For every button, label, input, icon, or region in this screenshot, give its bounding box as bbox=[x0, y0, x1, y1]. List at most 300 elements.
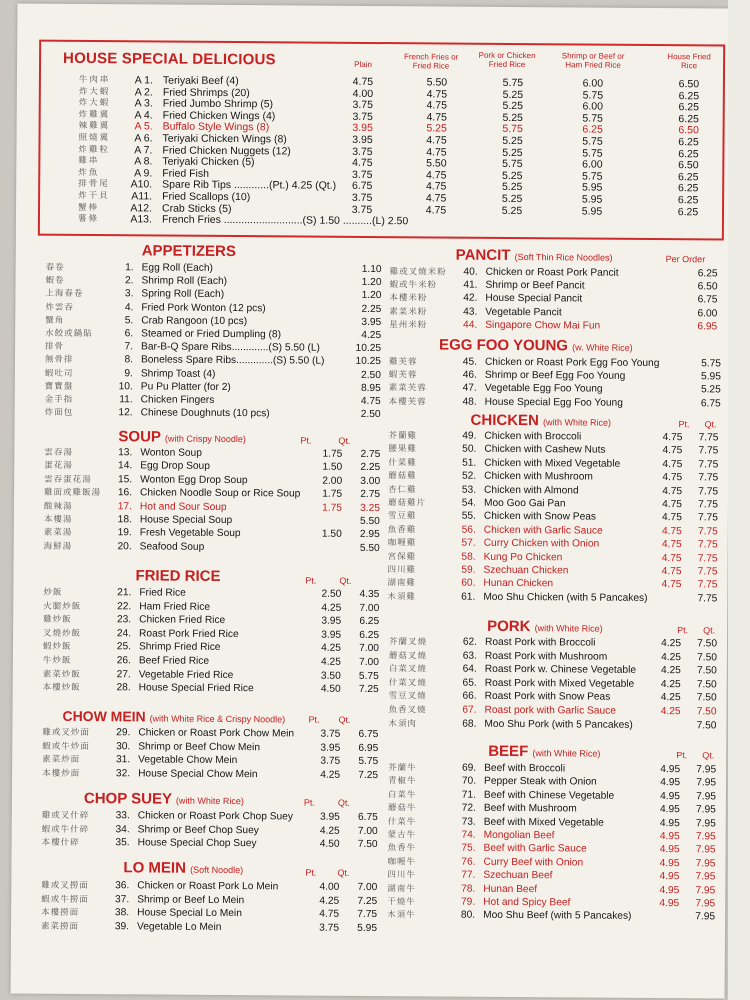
item-price: 1.20 bbox=[361, 290, 382, 302]
item-number: 37. bbox=[115, 893, 130, 905]
item-price: 6.50 bbox=[678, 78, 700, 91]
menu-item-row bbox=[389, 293, 719, 307]
item-number: 73. bbox=[461, 816, 476, 828]
chinese-name: 杏仁雞 bbox=[388, 484, 417, 495]
chinese-name: 湖南雞 bbox=[387, 578, 416, 589]
menu-item-row bbox=[388, 762, 718, 776]
item-price: 6.25 bbox=[697, 268, 718, 280]
item-price-qt: 6.75 bbox=[358, 728, 379, 741]
chinese-name: 咖喱雞 bbox=[387, 538, 417, 549]
item-name: Szechuan Beef bbox=[483, 869, 553, 882]
item-price: 5.25 bbox=[501, 204, 523, 217]
item-price: 4.75 bbox=[352, 157, 373, 170]
item-price-pt: 4.25 bbox=[660, 692, 681, 704]
pork-col-pt: Pt. bbox=[677, 625, 689, 636]
item-price-pt: 4.95 bbox=[660, 764, 681, 776]
item-name: Roast Pork with Snow Peas bbox=[484, 691, 611, 704]
menu-item-row bbox=[45, 315, 382, 329]
chinese-name: 本樓炒飯 bbox=[42, 682, 81, 694]
item-name: Bar-B-Q Spare Ribs.............(S) 5.50 (L) bbox=[141, 341, 321, 354]
item-number: 36. bbox=[115, 880, 130, 892]
item-name: Teriyaki Chicken (5) bbox=[162, 155, 255, 169]
menu-item-row bbox=[387, 578, 717, 592]
item-price: 6.50 bbox=[678, 124, 699, 137]
item-name: Chicken with Mushroom bbox=[484, 470, 593, 483]
item-price-qt: 7.95 bbox=[695, 804, 716, 816]
item-price-pt: 1.75 bbox=[322, 488, 343, 500]
egg-foo-young-title-text: EGG FOO YOUNG bbox=[439, 336, 569, 355]
item-price-qt: 7.75 bbox=[698, 459, 719, 471]
item-number: 14. bbox=[118, 460, 133, 472]
item-price: 5.25 bbox=[502, 88, 524, 101]
chop-suey-title-text: CHOP SUEY bbox=[83, 790, 172, 808]
menu-item-row bbox=[42, 727, 379, 741]
item-name: Chicken with Garlic Sauce bbox=[483, 524, 603, 537]
item-number: 60. bbox=[461, 578, 476, 590]
menu-item-row bbox=[389, 279, 719, 293]
item-price-pt: 4.95 bbox=[660, 790, 680, 802]
item-number: 15. bbox=[117, 474, 133, 486]
col-header-house-rice: House Fried Rice bbox=[667, 52, 711, 71]
item-number: 9. bbox=[124, 367, 133, 379]
item-number: 56. bbox=[461, 524, 476, 536]
menu-item-row bbox=[45, 262, 382, 276]
chinese-name: 四川牛 bbox=[387, 870, 416, 881]
item-number: 64. bbox=[462, 663, 477, 675]
item-number: 4. bbox=[124, 301, 134, 313]
menu-item-row bbox=[44, 447, 381, 461]
item-price-pt: 4.75 bbox=[662, 458, 683, 470]
item-price: 5.50 bbox=[426, 157, 447, 170]
item-name: Pepper Steak with Onion bbox=[484, 776, 597, 788]
menu-item-row bbox=[45, 275, 382, 289]
soup-col-pt: Pt. bbox=[300, 435, 312, 446]
item-name: Chicken with Almond bbox=[484, 484, 579, 497]
menu-item-row bbox=[389, 383, 719, 397]
chinese-name: 薯條 bbox=[77, 214, 100, 225]
item-price: 3.95 bbox=[352, 133, 373, 147]
item-number: 35. bbox=[115, 837, 130, 849]
item-price-pt: 4.95 bbox=[659, 804, 680, 816]
item-price: 6.50 bbox=[678, 159, 699, 172]
item-price-pt: 4.25 bbox=[660, 706, 681, 718]
menu-item-row bbox=[388, 356, 722, 370]
item-number: 58. bbox=[461, 551, 476, 563]
menu-item-row bbox=[388, 524, 718, 538]
menu-item-row bbox=[45, 301, 382, 315]
item-price-qt: 5.50 bbox=[359, 515, 380, 528]
item-name: Beef with Mushroom bbox=[483, 802, 577, 815]
item-price-qt: 7.25 bbox=[358, 769, 379, 781]
item-name: Vegetable Pancit bbox=[485, 306, 562, 318]
item-number: 10. bbox=[118, 381, 133, 393]
fried-rice-col-qt: Qt. bbox=[339, 575, 352, 586]
chop-suey-col-qt: Qt. bbox=[337, 797, 350, 808]
item-number: 43. bbox=[463, 306, 478, 318]
item-number: 47. bbox=[462, 383, 477, 395]
item-name: Szechuan Chicken bbox=[483, 564, 569, 577]
item-price-pt: 4.95 bbox=[659, 844, 680, 856]
item-price: 10.25 bbox=[355, 356, 382, 368]
chinese-name: 蝦或牛米粉 bbox=[389, 280, 438, 291]
item-name: Beef with Garlic Sauce bbox=[483, 843, 587, 855]
chinese-name: 魚香雞 bbox=[387, 524, 417, 536]
item-name: Hunan Chicken bbox=[483, 578, 554, 590]
item-name: Fried Chicken Nuggets (12) bbox=[162, 144, 291, 158]
pancit-title bbox=[456, 247, 613, 265]
item-price-pt: 4.75 bbox=[662, 499, 683, 511]
item-name: Fried Chicken Wings (4) bbox=[162, 109, 276, 123]
item-number: 29. bbox=[116, 727, 131, 739]
chinese-name: 素菜芙蓉 bbox=[388, 383, 427, 394]
item-number: 39. bbox=[114, 921, 130, 933]
menu-item-row bbox=[388, 497, 718, 511]
item-name: Fried Shrimps (20) bbox=[162, 86, 250, 99]
item-name: Wonton Soup bbox=[140, 447, 202, 459]
item-number: 6. bbox=[124, 328, 134, 340]
item-name: House Special Chop Suey bbox=[137, 837, 257, 850]
col-header-fries: French Fries or Fried Rice bbox=[403, 52, 459, 71]
item-price-qt: 7.75 bbox=[697, 593, 718, 605]
item-price: 6.00 bbox=[582, 100, 604, 113]
chinese-name: 排骨 bbox=[45, 341, 65, 353]
menu-item-row bbox=[388, 537, 718, 551]
item-price-qt: 7.50 bbox=[696, 679, 717, 691]
chinese-name: 雞炒飯 bbox=[43, 614, 72, 626]
item-number: 38. bbox=[114, 907, 130, 919]
chinese-name: 蘑菇雞片 bbox=[387, 498, 427, 509]
chinese-name: 雞或叉什碎 bbox=[41, 810, 90, 822]
item-number: 16. bbox=[117, 487, 133, 499]
chinese-name: 叉燒炒飯 bbox=[43, 628, 82, 639]
item-name: Vegetable Fried Rice bbox=[138, 668, 234, 681]
chinese-name: 本樓炒面 bbox=[42, 768, 81, 779]
chinese-name: 火腿炒飯 bbox=[43, 601, 82, 612]
chinese-name: 白菜牛 bbox=[387, 789, 417, 801]
item-price-pt: 4.50 bbox=[319, 838, 340, 850]
item-number: 62. bbox=[462, 636, 478, 648]
item-name: Spring Roll (Each) bbox=[141, 288, 225, 301]
chinese-name: 蟹角 bbox=[45, 315, 65, 326]
item-name: House Special Fried Rice bbox=[138, 682, 254, 695]
item-name: Beef Fried Rice bbox=[138, 655, 210, 667]
item-price: 5.75 bbox=[582, 112, 603, 125]
item-price-qt: 7.75 bbox=[698, 445, 719, 457]
item-name: House Special Lo Mein bbox=[137, 907, 242, 920]
item-number: 1. bbox=[125, 262, 134, 274]
item-code: A 3. bbox=[134, 97, 153, 110]
item-price: 6.25 bbox=[678, 101, 700, 114]
item-price: 6.25 bbox=[678, 136, 699, 149]
col-header-pork-rice: Pork or Chicken Fried Rice bbox=[478, 50, 536, 70]
pancit-title-text: PANCIT bbox=[455, 246, 511, 264]
item-price: 2.50 bbox=[360, 409, 381, 421]
item-price-qt: 7.50 bbox=[696, 719, 717, 732]
chinese-name: 蘑菇牛 bbox=[387, 803, 417, 814]
item-name: Hunan Beef bbox=[483, 883, 538, 895]
item-price: 8.95 bbox=[360, 382, 381, 394]
menu-item-row bbox=[41, 837, 378, 851]
item-price-qt: 7.75 bbox=[698, 485, 719, 498]
chinese-name: 素菜湯 bbox=[43, 528, 73, 539]
item-price-pt: 4.25 bbox=[661, 638, 682, 650]
item-price-pt: 4.95 bbox=[659, 831, 680, 843]
item-price-qt: 5.50 bbox=[359, 542, 380, 554]
soup-col-qt: Qt. bbox=[338, 435, 351, 446]
chicken-col-qt: Qt. bbox=[704, 419, 717, 430]
item-name: Roast pork with Garlic Sauce bbox=[484, 704, 616, 717]
item-price: 6.25 bbox=[678, 112, 699, 126]
item-number: 80. bbox=[460, 910, 476, 922]
item-price: 3.75 bbox=[352, 110, 373, 123]
item-name: Chicken with Cashew Nuts bbox=[484, 444, 606, 457]
item-name: Chicken or Roast Pork Pancit bbox=[485, 266, 619, 279]
menu-item-row bbox=[389, 306, 719, 320]
item-name: House Special Egg Foo Young bbox=[484, 396, 623, 409]
item-price-qt: 7.95 bbox=[695, 844, 716, 856]
item-price-pt: 4.25 bbox=[321, 602, 342, 614]
menu-item-row bbox=[41, 893, 378, 907]
menu-item-row bbox=[44, 407, 381, 421]
item-name: Shrimp or Beef Chow Mein bbox=[138, 740, 261, 753]
item-price-qt: 7.50 bbox=[697, 638, 718, 650]
item-price-qt: 7.75 bbox=[697, 579, 718, 591]
item-number: 19. bbox=[117, 527, 132, 539]
item-price: 3.75 bbox=[352, 168, 373, 181]
chicken-col-pt: Pt. bbox=[678, 419, 690, 430]
item-name: Moo Shu Chicken (with 5 Pancakes) bbox=[483, 591, 648, 604]
chinese-name: 素菜撈面 bbox=[40, 921, 80, 932]
menu-item-row bbox=[44, 367, 381, 381]
chinese-name: 炸干貝 bbox=[78, 190, 110, 202]
house-special-title: HOUSE SPECIAL DELICIOUS bbox=[63, 49, 276, 69]
item-price: 4.75 bbox=[425, 180, 447, 193]
lo-mein-col-pt: Pt. bbox=[305, 867, 317, 878]
item-name: House Special Pancit bbox=[485, 293, 583, 305]
chinese-name: 腰果雞 bbox=[388, 444, 417, 455]
item-number: 28. bbox=[116, 682, 131, 694]
item-name: Chicken or Roast Pork Lo Mein bbox=[137, 880, 279, 893]
side-edge-strip bbox=[728, 0, 750, 1000]
item-name: Chicken with Mixed Vegetable bbox=[484, 457, 621, 470]
chinese-name: 炸面包 bbox=[44, 407, 74, 419]
chinese-name: 魚香叉燒 bbox=[388, 705, 427, 716]
menu-item-row bbox=[43, 514, 380, 528]
item-price: 5.75 bbox=[502, 123, 523, 136]
menu-item-row bbox=[44, 487, 381, 501]
menu-page bbox=[11, 4, 732, 999]
menu-item-row bbox=[388, 802, 718, 816]
item-code: A10. bbox=[130, 178, 153, 191]
item-number: 21. bbox=[117, 587, 132, 599]
chinese-name: 芥蘭牛 bbox=[388, 763, 417, 774]
item-price-pt: 1.75 bbox=[322, 448, 343, 460]
item-name: Hot and Spicy Beef bbox=[483, 896, 571, 909]
item-price-pt: 4.75 bbox=[662, 512, 682, 524]
chinese-name: 炸大蝦 bbox=[78, 86, 111, 97]
chinese-name: 蘑菇雞 bbox=[388, 471, 417, 482]
beef-title bbox=[488, 743, 600, 761]
item-price: 5.75 bbox=[502, 158, 523, 171]
chinese-name: 星州米粉 bbox=[389, 319, 428, 331]
item-number: 45. bbox=[462, 356, 478, 368]
item-price: 6.25 bbox=[677, 182, 699, 195]
item-name: Moo Shu Pork (with 5 Pancakes) bbox=[484, 718, 633, 731]
fried-rice-title: FRIED RICE bbox=[135, 567, 221, 585]
item-number: 71. bbox=[461, 789, 476, 801]
item-price: 4.75 bbox=[426, 87, 448, 101]
menu-item-row bbox=[43, 587, 380, 601]
item-number: 69. bbox=[461, 762, 477, 774]
chinese-name: 蝦卷 bbox=[45, 275, 65, 287]
pancit-sub: (Soft Thin Rice Noodles) bbox=[514, 251, 613, 263]
item-price-pt: 3.75 bbox=[320, 755, 341, 767]
menu-item-row bbox=[387, 869, 717, 883]
item-price-qt: 2.25 bbox=[360, 462, 381, 474]
item-price: 6.25 bbox=[677, 194, 699, 207]
chinese-name: 水餃或鍋貼 bbox=[45, 328, 93, 340]
menu-item-row bbox=[387, 910, 717, 924]
chinese-name: 炸大蝦 bbox=[78, 98, 111, 109]
item-price: 3.75 bbox=[351, 191, 373, 205]
item-price-pt: 4.00 bbox=[319, 881, 340, 893]
menu-item-row bbox=[388, 484, 718, 498]
pork-title bbox=[487, 618, 603, 636]
egg-foo-young-sub: (w. White Rice) bbox=[572, 342, 633, 353]
item-name: Egg Roll (Each) bbox=[141, 262, 214, 274]
item-price-qt: 3.25 bbox=[360, 502, 380, 514]
item-price-pt: 3.95 bbox=[321, 629, 342, 641]
menu-item-row bbox=[43, 527, 380, 541]
chinese-name: 雪豆叉燒 bbox=[388, 691, 427, 702]
item-name: Roast Pork w. Chinese Vegetable bbox=[484, 663, 637, 677]
chow-mein-col-pt: Pt. bbox=[308, 714, 320, 725]
menu-item-row bbox=[387, 883, 717, 897]
chop-suey-title bbox=[84, 790, 244, 808]
soup-title bbox=[118, 428, 246, 446]
item-price-qt: 7.95 bbox=[696, 764, 717, 776]
item-number: 12. bbox=[118, 407, 133, 419]
menu-item-row bbox=[42, 754, 379, 768]
item-price-qt: 7.50 bbox=[696, 706, 717, 718]
item-price-qt: 5.75 bbox=[358, 756, 379, 768]
chinese-name: 蟹棒 bbox=[78, 202, 100, 213]
item-number: 77. bbox=[461, 869, 476, 881]
item-price-qt: 7.95 bbox=[696, 791, 716, 803]
item-price-pt: 4.75 bbox=[662, 485, 683, 497]
chicken-sub: (with White Rice) bbox=[543, 417, 612, 428]
item-price: 3.95 bbox=[352, 122, 373, 135]
item-name: Fried Jumbo Shrimp (5) bbox=[162, 97, 274, 111]
item-price-qt: 7.95 bbox=[695, 911, 716, 923]
item-name: Steamed or Fried Dumpling (8) bbox=[141, 328, 282, 341]
menu-item-row bbox=[44, 381, 381, 395]
item-name: Shrimp or Beef Lo Mein bbox=[137, 893, 245, 906]
menu-item-row bbox=[44, 354, 382, 368]
item-price: 5.50 bbox=[426, 76, 448, 89]
menu-item-row bbox=[42, 768, 379, 782]
chinese-name: 辣雞翼 bbox=[78, 121, 111, 132]
menu-item-row bbox=[41, 880, 378, 894]
item-code: A11. bbox=[131, 190, 153, 203]
item-number: 27. bbox=[116, 668, 131, 680]
item-price-pt: 3.95 bbox=[319, 811, 340, 823]
item-name: Fried Pork Wonton (12 pcs) bbox=[141, 301, 266, 314]
item-number: 25. bbox=[116, 641, 132, 653]
menu-item-row bbox=[44, 460, 381, 474]
item-price-qt: 7.00 bbox=[359, 643, 380, 655]
item-price: 4.75 bbox=[360, 395, 381, 408]
item-price: 6.50 bbox=[697, 281, 718, 293]
item-number: 49. bbox=[462, 430, 477, 442]
menu-item-row bbox=[42, 668, 379, 682]
item-price-pt: 3.95 bbox=[320, 742, 341, 754]
item-number: 31. bbox=[115, 754, 131, 766]
item-price-qt: 7.95 bbox=[695, 884, 716, 897]
item-price-pt: 3.75 bbox=[319, 922, 340, 934]
menu-item-row bbox=[388, 718, 718, 732]
soup-sub: (with Crispy Noodle) bbox=[164, 433, 246, 445]
menu-item-row bbox=[387, 896, 717, 910]
item-number: 74. bbox=[461, 829, 476, 841]
item-name: Singapore Chow Mai Fun bbox=[485, 319, 601, 332]
item-number: 52. bbox=[461, 470, 477, 482]
item-number: 55. bbox=[461, 511, 476, 523]
item-price: 5.25 bbox=[426, 122, 447, 135]
pork-col-qt: Qt. bbox=[703, 625, 716, 636]
item-price: 6.25 bbox=[678, 89, 700, 102]
item-number: 8. bbox=[124, 354, 134, 366]
item-price-qt: 7.95 bbox=[695, 858, 716, 870]
item-price-qt: 6.75 bbox=[357, 811, 378, 824]
item-name: Fresh Vegetable Soup bbox=[139, 527, 241, 540]
item-number: 46. bbox=[462, 369, 477, 381]
item-price-pt: 4.75 bbox=[662, 432, 683, 444]
menu-item-row bbox=[389, 691, 719, 705]
pork-sub: (with White Rice) bbox=[534, 623, 603, 634]
item-price-pt: 4.75 bbox=[662, 472, 683, 484]
item-number: 57. bbox=[461, 537, 476, 549]
beef-col-pt: Pt. bbox=[676, 750, 688, 761]
menu-item-row bbox=[389, 663, 719, 677]
item-price-qt: 7.00 bbox=[357, 881, 378, 894]
item-price-qt: 6.25 bbox=[359, 616, 380, 628]
item-price-pt: 3.95 bbox=[321, 615, 342, 627]
item-price-pt: 4.75 bbox=[661, 525, 682, 537]
item-price: 5.75 bbox=[701, 358, 722, 370]
lo-mein-title-text: LO MEIN bbox=[123, 859, 186, 877]
item-name: Fried Fish bbox=[162, 167, 210, 180]
item-number: 54. bbox=[461, 497, 477, 509]
item-price: 4.25 bbox=[361, 329, 382, 342]
item-price: 4.75 bbox=[425, 203, 447, 217]
item-name: Chicken or Roast Pork Chop Suey bbox=[137, 810, 293, 823]
item-number: 51. bbox=[462, 457, 477, 469]
chinese-name: 素菜炒面 bbox=[42, 754, 81, 766]
menu-item-row bbox=[42, 655, 379, 669]
menu-item-row bbox=[388, 816, 718, 830]
item-number: 33. bbox=[115, 810, 130, 822]
item-name: Mongolian Beef bbox=[483, 829, 555, 842]
item-price: 1.20 bbox=[361, 277, 382, 289]
menu-item-row bbox=[41, 823, 378, 837]
fried-rice-col-pt: Pt. bbox=[305, 575, 317, 586]
item-name: Boneless Spare Ribs.............(S) 5.50 (L) bbox=[140, 354, 325, 368]
chinese-name: 炸雞粒 bbox=[78, 144, 110, 155]
item-price: 2.25 bbox=[361, 303, 382, 315]
item-price-pt: 1.50 bbox=[322, 462, 343, 474]
item-price: 5.75 bbox=[582, 170, 603, 183]
